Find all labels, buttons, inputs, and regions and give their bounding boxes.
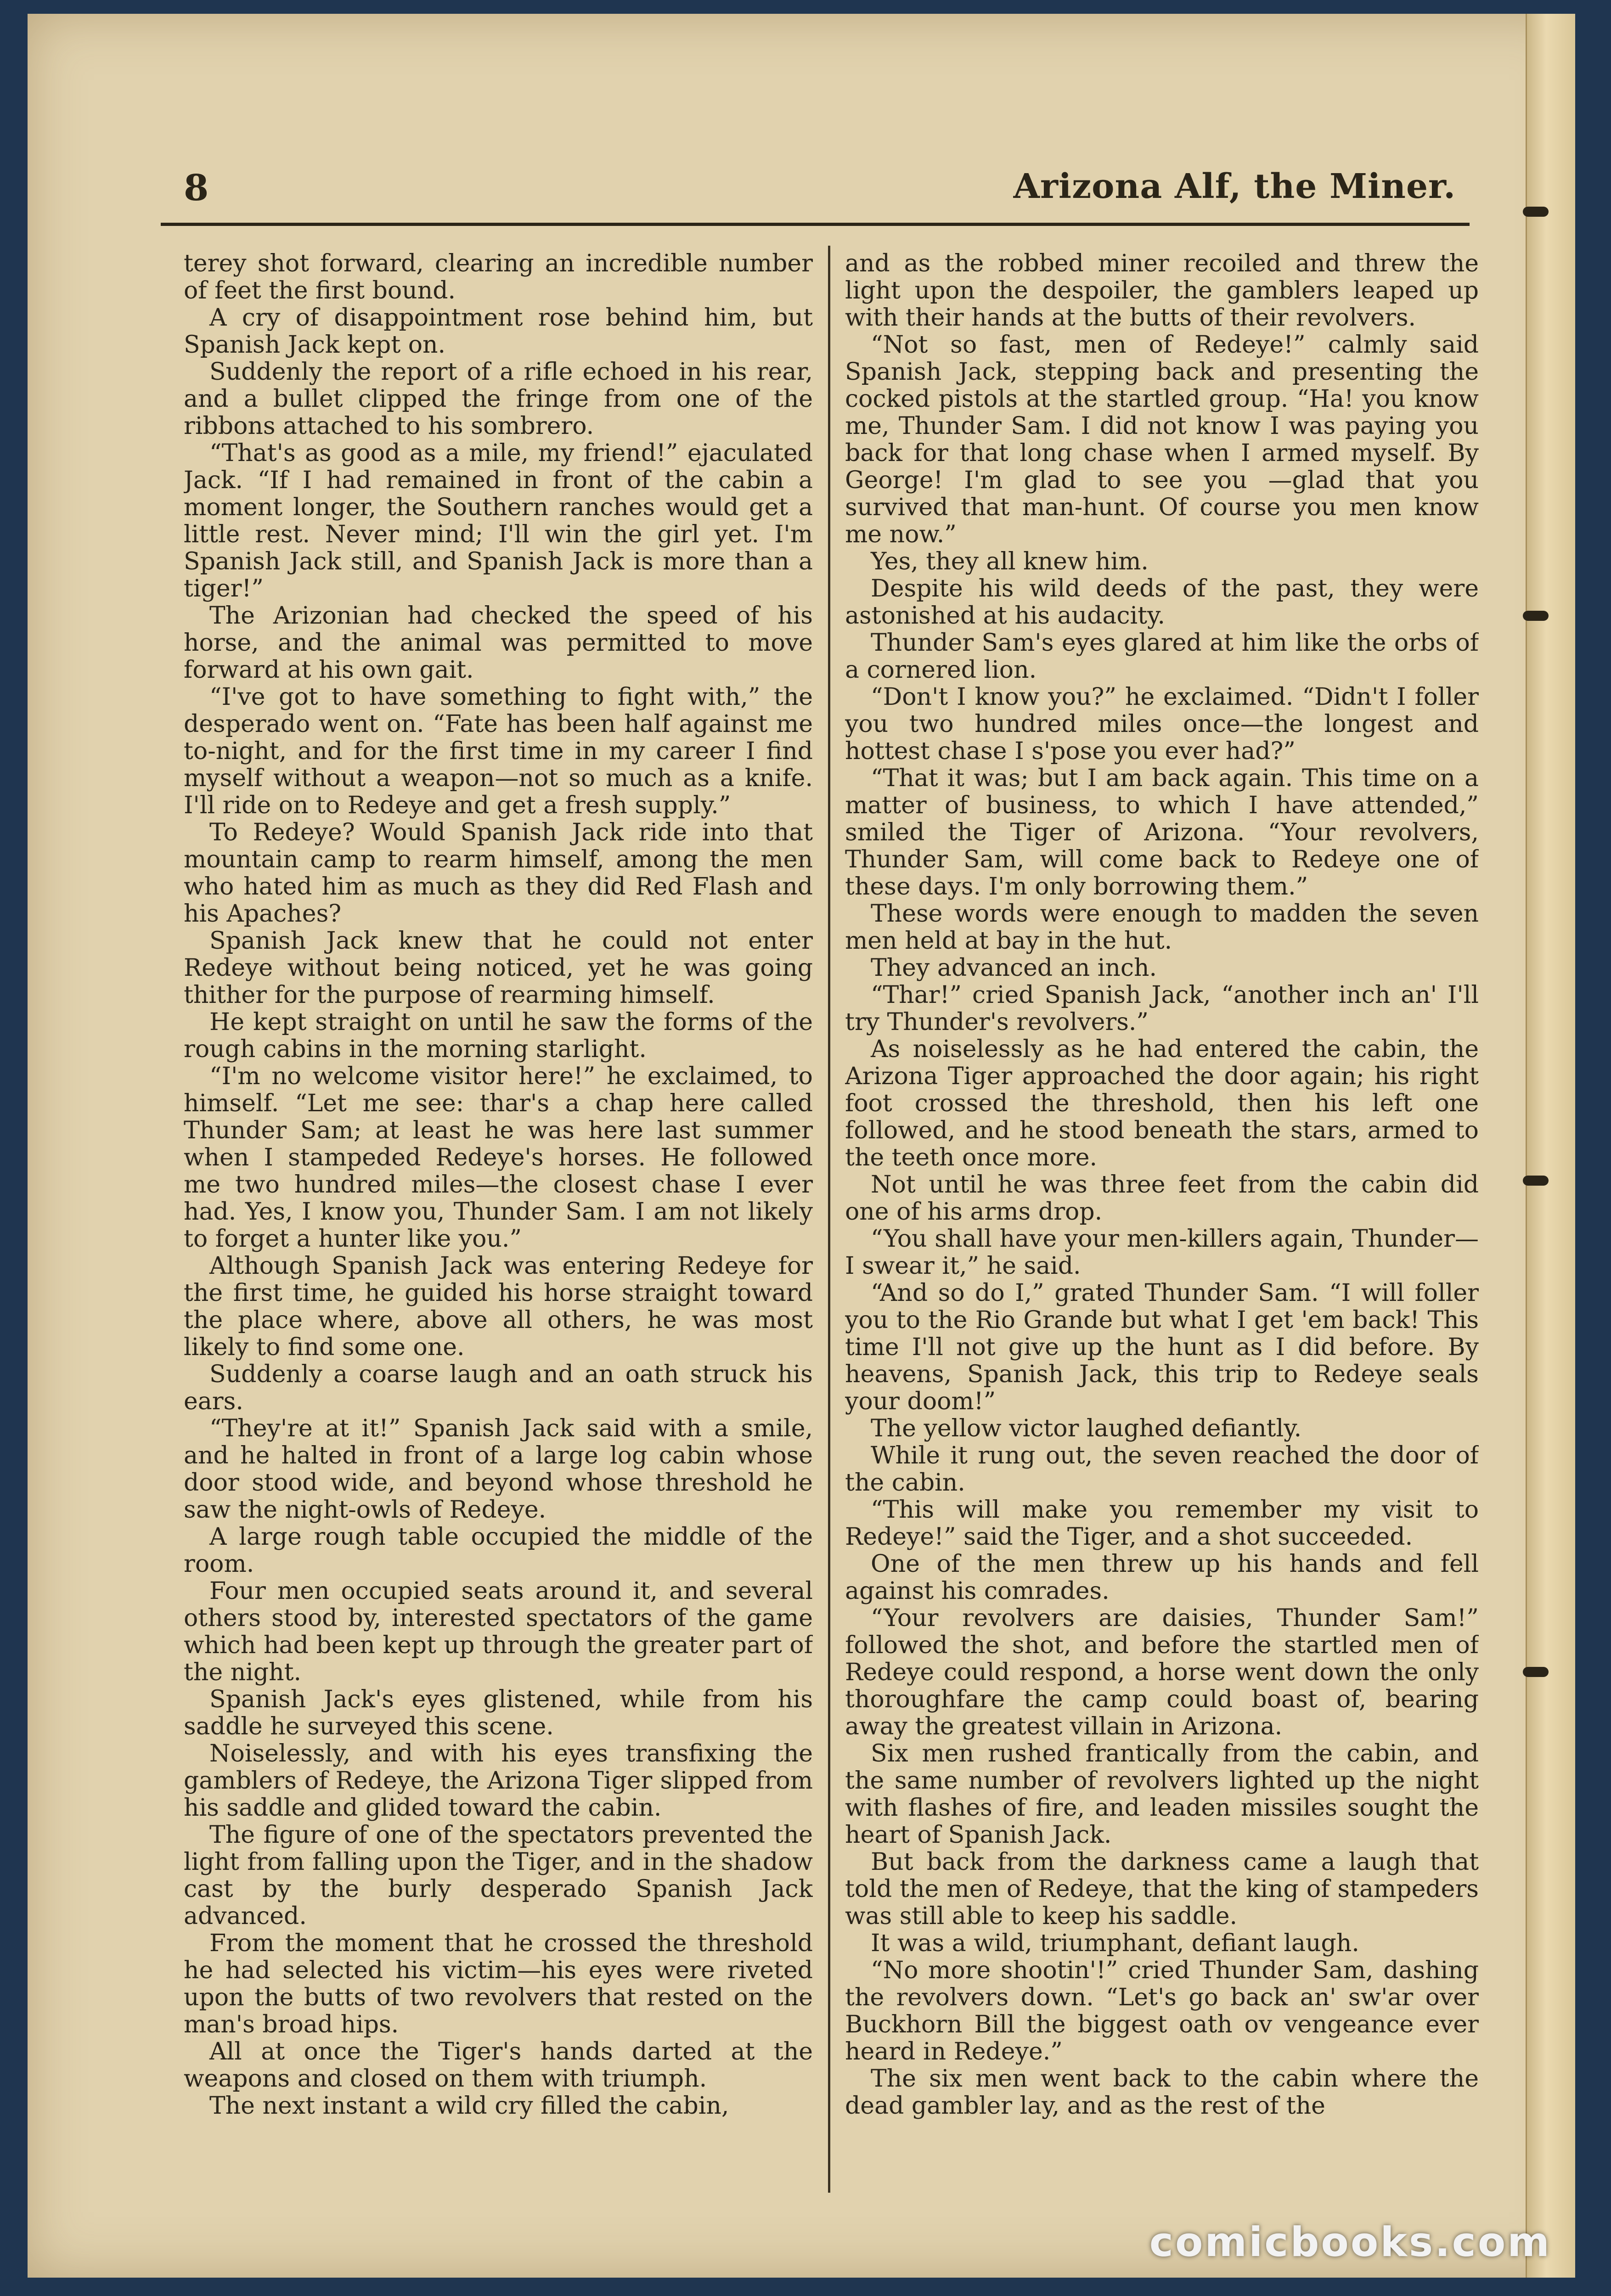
scanned-page bbox=[28, 14, 1575, 2278]
paragraph: It was a wild, triumphant, defiant laugh. bbox=[871, 1930, 1359, 1957]
running-title: Arizona Alf, the Miner. bbox=[1013, 167, 1456, 206]
column-divider bbox=[828, 246, 830, 2193]
paragraph: He kept straight on until he saw the forms of the rough cabins in the morning starlight. bbox=[184, 1008, 813, 1063]
paragraph: Yes, they all knew him. bbox=[871, 548, 1149, 575]
paragraph: and as the robbed miner recoiled and threw the light upon the despoiler, the gamblers leaped up with their hands at the butts of their revolvers. bbox=[845, 250, 1479, 332]
paragraph: “I've got to have something to fight with,” the desperado went on. “Fate has been half against me to-night, and for the first time in my career I find myself without a weapon—not so much as a knife. I'll ride on to Redeye and get a fresh supply.” bbox=[184, 683, 813, 819]
paragraph: Spanish Jack knew that he could not enter Redeye without being noticed, yet he was going thither for the purpose of rearming himself. bbox=[184, 927, 813, 1009]
paragraph: All at once the Tiger's hands darted at the weapons and closed on them with triumph. bbox=[184, 2038, 813, 2093]
paragraph: “You shall have your men-killers again, Thunder—I swear it,” he said. bbox=[845, 1225, 1479, 1280]
paragraph: Suddenly the report of a rifle echoed in his rear, and a bullet clipped the fringe from one of the ribbons attached to his sombrero. bbox=[184, 358, 813, 440]
paragraph: “They're at it!” Spanish Jack said with a smile, and he halted in front of a large log cabin whose door stood wide, and beyond whose threshold he saw the night-owls of Redeye. bbox=[184, 1415, 813, 1524]
paragraph: Although Spanish Jack was entering Redeye for the first time, he guided his horse straight toward the place where, above all others, he was most likely to find some one. bbox=[184, 1252, 813, 1361]
paragraph: The figure of one of the spectators prevented the light from falling upon the Tiger, and in the shadow cast by the burly desperado Spanish Jack advanced. bbox=[184, 1821, 813, 1930]
paragraph: “Don't I know you?” he exclaimed. “Didn't I foller you two hundred miles once—the longest and hottest chase I s'pose you ever had?” bbox=[845, 683, 1479, 765]
page-number: 8 bbox=[184, 167, 209, 209]
paragraph: But back from the darkness came a laugh that told the men of Redeye, that the king of stampeders was still able to keep his saddle. bbox=[845, 1848, 1479, 1930]
paragraph: The Arizonian had checked the speed of his horse, and the animal was permitted to move forward at his own gait. bbox=[184, 602, 813, 684]
paragraph: “I'm no welcome visitor here!” he exclaimed, to himself. “Let me see: thar's a chap here called Thunder Sam; at least he was here last summer when I stampeded Redeye's horses. He followed me two hundred miles—the closest chase I ever had. Yes, I know you, Thunder Sam. I am not likely to forget a hunter like you.” bbox=[184, 1063, 813, 1253]
staple-mark bbox=[1523, 1176, 1549, 1186]
paragraph: “Thar!” cried Spanish Jack, “another inch an' I'll try Thunder's revolvers.” bbox=[845, 981, 1479, 1036]
paragraph: Spanish Jack's eyes glistened, while from his saddle he surveyed this scene. bbox=[184, 1686, 813, 1740]
paragraph: “No more shootin'!” cried Thunder Sam, dashing the revolvers down. “Let's go back an' sw'ar over Buckhorn Bill the biggest oath ov vengeance ever heard in Redeye.” bbox=[845, 1957, 1479, 2065]
paragraph: “Your revolvers are daisies, Thunder Sam!” followed the shot, and before the startled men of Redeye could respond, a horse went down the only thoroughfare the camp could boast of, bearing away the greatest villain in Arizona. bbox=[845, 1604, 1479, 1740]
paragraph: Not until he was three feet from the cabin did one of his arms drop. bbox=[845, 1171, 1479, 1226]
paragraph: “And so do I,” grated Thunder Sam. “I will foller you to the Rio Grande but what I get 'em back! This time I'll not give up the hunt as I did before. By heavens, Spanish Jack, this trip to Redeye seals your doom!” bbox=[845, 1279, 1479, 1415]
paragraph: Six men rushed frantically from the cabin, and the same number of revolvers lighted up the night with flashes of fire, and leaden missiles sought the heart of Spanish Jack. bbox=[845, 1740, 1479, 1849]
paragraph: From the moment that he crossed the threshold he had selected his victim—his eyes were riveted upon the butts of two revolvers that rested on the man's broad hips. bbox=[184, 1930, 813, 2038]
page-binding-edge bbox=[1526, 14, 1575, 2278]
paragraph: One of the men threw up his hands and fell against his comrades. bbox=[845, 1550, 1479, 1605]
paragraph: They advanced an inch. bbox=[871, 954, 1157, 982]
paragraph: “That's as good as a mile, my friend!” ejaculated Jack. “If I had remained in front of the cabin a moment longer, the Southern ranches would get a little rest. Never mind; I'll win the girl yet. I'm Spanish Jack still, and Spanish Jack is more than a tiger!” bbox=[184, 439, 813, 602]
page-header bbox=[161, 163, 1470, 226]
text-column-right bbox=[845, 250, 1479, 2193]
paragraph: “That it was; but I am back again. This time on a matter of business, to which I have attended,” smiled the Tiger of Arizona. “Your revolvers, Thunder Sam, will come back to Redeye one of these days. I'm only borrowing them.” bbox=[845, 765, 1479, 900]
paragraph: Thunder Sam's eyes glared at him like the orbs of a cornered lion. bbox=[845, 629, 1479, 684]
paragraph: The six men went back to the cabin where the dead gambler lay, and as the rest of the bbox=[845, 2065, 1479, 2120]
paragraph: While it rung out, the seven reached the door of the cabin. bbox=[845, 1442, 1479, 1497]
staple-mark bbox=[1523, 207, 1549, 217]
text-column-left bbox=[184, 250, 813, 2193]
paragraph: Noiselessly, and with his eyes transfixing the gamblers of Redeye, the Arizona Tiger slipped from his saddle and glided toward the cabin. bbox=[184, 1740, 813, 1822]
paragraph: The next instant a wild cry filled the cabin, bbox=[209, 2092, 729, 2120]
paragraph: To Redeye? Would Spanish Jack ride into that mountain camp to rearm himself, among the men who hated him as much as they did Red Flash and his Apaches? bbox=[184, 819, 813, 928]
paragraph: A large rough table occupied the middle of the room. bbox=[184, 1523, 813, 1578]
paragraph: As noiselessly as he had entered the cabin, the Arizona Tiger approached the door again; his right foot crossed the threshold, then his left one followed, and he stood beneath the stars, armed to the teeth once more. bbox=[845, 1035, 1479, 1171]
paragraph: Suddenly a coarse laugh and an oath struck his ears. bbox=[184, 1361, 813, 1415]
paragraph: Despite his wild deeds of the past, they were astonished at his audacity. bbox=[845, 575, 1479, 630]
watermark: comicbooks.com bbox=[1149, 2218, 1551, 2266]
paragraph: The yellow victor laughed defiantly. bbox=[871, 1415, 1302, 1442]
paragraph: terey shot forward, clearing an incredible number of feet the first bound. bbox=[184, 250, 813, 304]
staple-mark bbox=[1523, 1667, 1549, 1677]
paragraph: “Not so fast, men of Redeye!” calmly said Spanish Jack, stepping back and presenting the cocked pistols at the startled group. “Ha! you know me, Thunder Sam. I did not know I was paying you back for that long chase when I armed myself. By George! I'm glad to see you —glad that you survived that man-hunt. Of course you men know me now.” bbox=[845, 331, 1479, 548]
paragraph: Four men occupied seats around it, and several others stood by, interested spectators of the game which had been kept up through the greater part of the night. bbox=[184, 1577, 813, 1686]
paragraph: These words were enough to madden the seven men held at bay in the hut. bbox=[845, 900, 1479, 955]
staple-mark bbox=[1523, 611, 1549, 621]
paragraph: A cry of disappointment rose behind him, but Spanish Jack kept on. bbox=[184, 304, 813, 359]
paragraph: “This will make you remember my visit to Redeye!” said the Tiger, and a shot succeeded. bbox=[845, 1496, 1479, 1551]
